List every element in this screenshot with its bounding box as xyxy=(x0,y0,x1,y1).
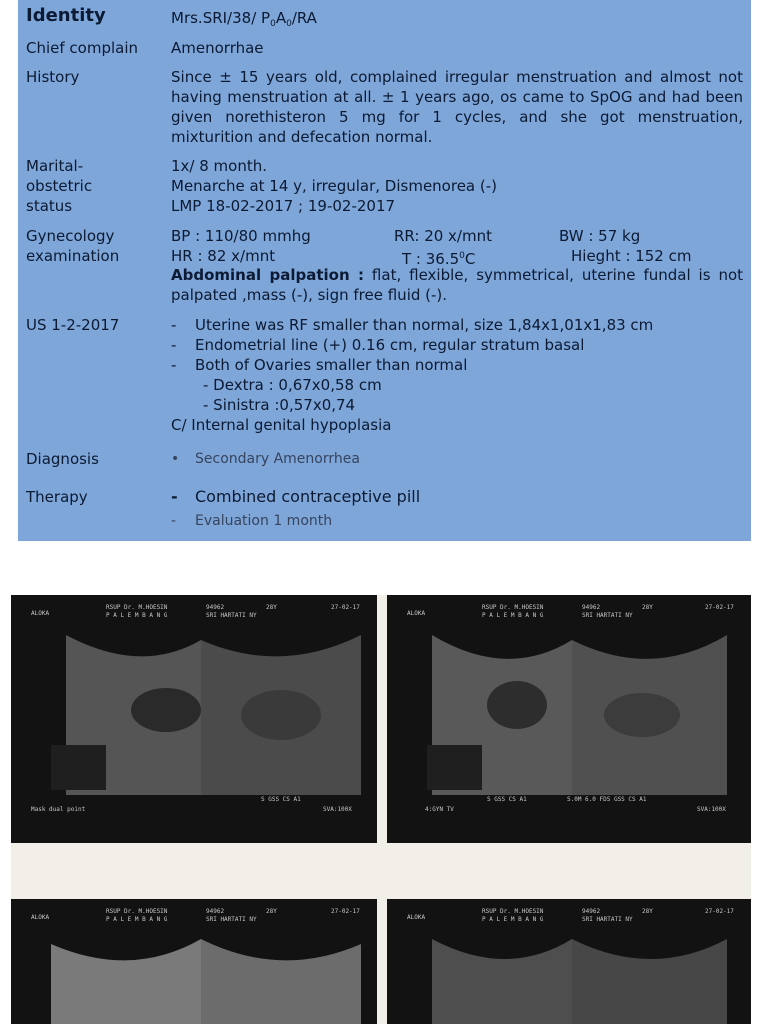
svg-text:P A L E M B A N G: P A L E M B A N G xyxy=(482,612,544,619)
therapy-item-1: - Combined contraceptive pill xyxy=(171,487,421,506)
svg-text:P A L E M B A N G: P A L E M B A N G xyxy=(106,916,168,923)
us-item-3: - Both of Ovaries smaller than normal xyxy=(171,356,468,374)
chief-complaint-label: Chief complain xyxy=(26,39,139,57)
svg-text:RSUP Dr. M.HOESIN: RSUP Dr. M.HOESIN xyxy=(482,908,544,915)
hr-value: HR : 82 x/mnt xyxy=(171,247,276,265)
marital-label-1: Marital- xyxy=(26,157,84,175)
ultrasound-image-4 xyxy=(387,899,751,1024)
svg-text:RSUP Dr. M.HOESIN: RSUP Dr. M.HOESIN xyxy=(106,908,168,915)
svg-text:S.0M 6.0 FDS GSS CS A1: S.0M 6.0 FDS GSS CS A1 xyxy=(567,796,647,803)
svg-text:S GSS CS A1: S GSS CS A1 xyxy=(261,796,301,803)
svg-text:ALOKA: ALOKA xyxy=(31,610,50,617)
svg-text:28Y: 28Y xyxy=(642,908,653,915)
svg-text:RSUP Dr. M.HOESIN: RSUP Dr. M.HOESIN xyxy=(106,604,168,611)
svg-text:SVA:100X: SVA:100X xyxy=(323,806,352,813)
svg-text:28Y: 28Y xyxy=(266,604,277,611)
svg-text:28Y: 28Y xyxy=(642,604,653,611)
marital-line-1: 1x/ 8 month. xyxy=(171,157,268,175)
svg-text:Mask dual point: Mask dual point xyxy=(31,806,86,813)
gyn-label-1: Gynecology xyxy=(26,227,115,245)
diagnosis-label: Diagnosis xyxy=(26,450,99,468)
svg-text:RSUP Dr. M.HOESIN: RSUP Dr. M.HOESIN xyxy=(482,604,544,611)
svg-text:27-02-17: 27-02-17 xyxy=(705,908,734,915)
svg-text:28Y: 28Y xyxy=(266,908,277,915)
marital-line-2: Menarche at 14 y, irregular, Dismenorea (-) xyxy=(171,177,497,195)
gyn-label-2: examination xyxy=(26,247,120,265)
svg-text:27-02-17: 27-02-17 xyxy=(331,604,360,611)
rr-value: RR: 20 x/mnt xyxy=(394,227,492,245)
svg-text:SRI HARTATI NY: SRI HARTATI NY xyxy=(206,612,257,619)
ultrasound-image-3 xyxy=(11,899,377,1024)
svg-text:SRI HARTATI NY: SRI HARTATI NY xyxy=(582,612,633,619)
bp-value: BP : 110/80 mmhg xyxy=(171,227,311,245)
height-value: Hieght : 152 cm xyxy=(571,247,692,265)
svg-text:4:GYN TV: 4:GYN TV xyxy=(425,806,454,813)
ultrasound-photos xyxy=(11,595,751,1024)
therapy-item-2: - Evaluation 1 month xyxy=(171,513,333,529)
svg-text:94962: 94962 xyxy=(206,908,225,915)
us-sub-sinistra: - Sinistra :0,57x0,74 xyxy=(203,396,356,414)
svg-text:P A L E M B A N G: P A L E M B A N G xyxy=(482,916,544,923)
history-value: Since ± 15 years old, complained irregular menstruation and almost not having menstruation at all. ± 1 years ago, os came to SpOG and had been given norethisteron 5 mg for 1 cycles, and she got menstruation, mixturition and defecation normal. xyxy=(171,68,743,146)
svg-text:SRI HARTATI NY: SRI HARTATI NY xyxy=(206,916,257,923)
abdominal-palpation: Abdominal palpation : flat, flexible, symmetrical, uterine fundal is not palpated ,mass (-), sign free fluid (-). xyxy=(171,266,744,304)
photo-divider xyxy=(377,595,387,1024)
svg-text:94962: 94962 xyxy=(206,604,225,611)
identity-value: Mrs.SRI/38/ $P_0A_0/RA$ xyxy=(171,9,317,29)
svg-text:ALOKA: ALOKA xyxy=(407,914,426,921)
us-label: US 1-2-2017 xyxy=(26,316,120,334)
svg-text:ALOKA: ALOKA xyxy=(31,914,50,921)
marital-label-2: obstetric xyxy=(26,177,93,195)
identity-label: Identity xyxy=(26,5,106,26)
svg-text:94962: 94962 xyxy=(582,604,601,611)
case-summary-panel xyxy=(18,0,751,541)
svg-text:P A L E M B A N G: P A L E M B A N G xyxy=(106,612,168,619)
us-sub-dextra: - Dextra : 0,67x0,58 cm xyxy=(203,376,382,394)
ultrasound-image-1 xyxy=(11,595,377,843)
bw-value: BW : 57 kg xyxy=(559,227,641,245)
svg-text:27-02-17: 27-02-17 xyxy=(705,604,734,611)
history-label: History xyxy=(26,68,80,86)
svg-text:S GSS CS A1: S GSS CS A1 xyxy=(487,796,527,803)
therapy-label: Therapy xyxy=(26,488,88,506)
svg-text:SRI HARTATI NY: SRI HARTATI NY xyxy=(582,916,633,923)
ultrasound-image-2 xyxy=(387,595,751,843)
chief-complaint-value: Amenorrhae xyxy=(171,39,264,57)
us-item-1: - Uterine was RF smaller than normal, size 1,84x1,01x1,83 cm xyxy=(171,316,654,334)
us-item-2: - Endometrial line (+) 0.16 cm, regular stratum basal xyxy=(171,336,585,354)
marital-label-3: status xyxy=(26,197,73,215)
svg-text:ALOKA: ALOKA xyxy=(407,610,426,617)
svg-text:94962: 94962 xyxy=(582,908,601,915)
diagnosis-value: • Secondary Amenorrhea xyxy=(171,451,360,467)
svg-text:SVA:100X: SVA:100X xyxy=(697,806,726,813)
temperature-value: T : 36.5$^0$C xyxy=(402,250,476,268)
us-conclusion: C/ Internal genital hypoplasia xyxy=(171,416,392,434)
marital-line-3: LMP 18-02-2017 ; 19-02-2017 xyxy=(171,197,396,215)
svg-text:27-02-17: 27-02-17 xyxy=(331,908,360,915)
